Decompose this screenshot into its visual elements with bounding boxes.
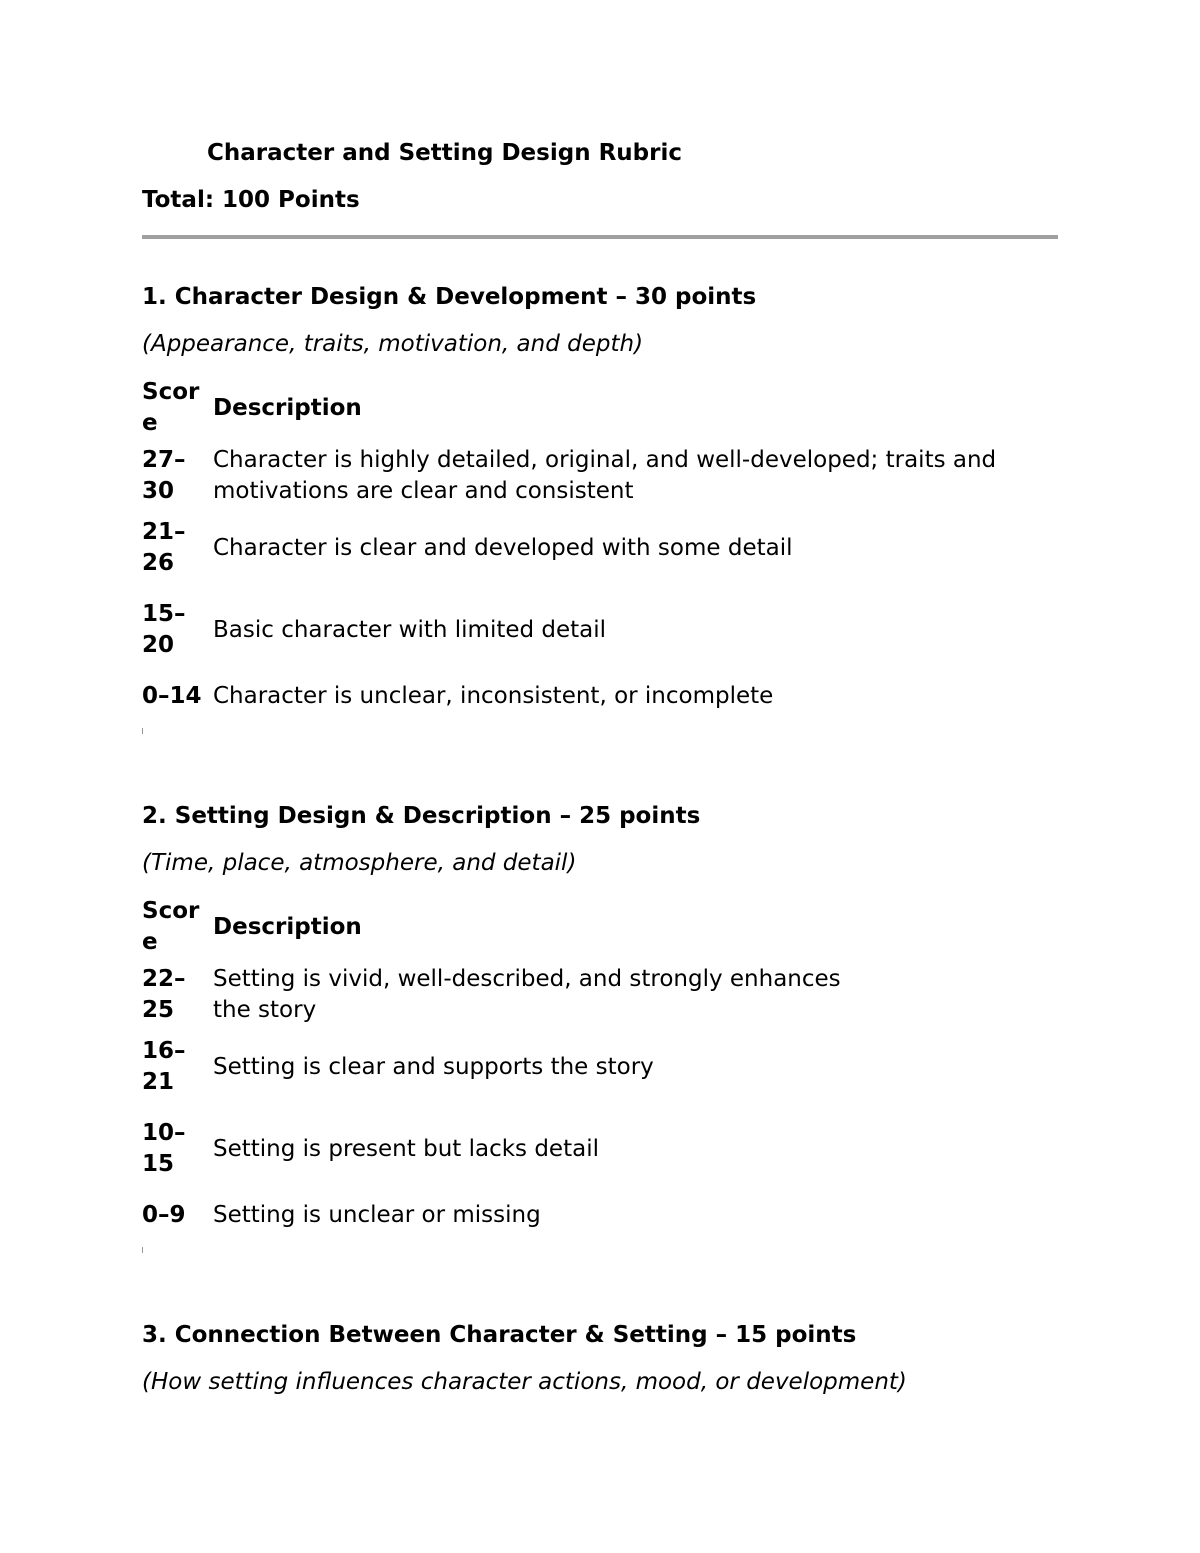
section-setting-design: [142, 800, 1072, 1253]
table-row: [142, 508, 1063, 588]
section-subtitle: (How setting influences character actions, mood, or development): [142, 1369, 907, 1395]
score-cell: [142, 588, 213, 672]
score-text: 27– 30: [142, 447, 186, 504]
description-cell: [213, 1107, 1063, 1191]
description-cell: [213, 588, 1063, 672]
table-header-row: [142, 372, 1063, 444]
description-text: Setting is clear and supports the story: [213, 1053, 654, 1080]
section-character-design: [142, 281, 1072, 734]
description-text: Basic character with limited detail: [213, 616, 607, 643]
score-cell: [142, 508, 213, 588]
score-text: 10– 15: [142, 1120, 186, 1177]
description-text: Setting is unclear or missing: [213, 1201, 541, 1228]
horizontal-rule: [142, 235, 1058, 239]
description-cell: [213, 1191, 1063, 1239]
table-row: [142, 672, 1063, 720]
description-text: Setting is present but lacks detail: [213, 1135, 599, 1162]
description-text: Character is unclear, inconsistent, or incomplete: [213, 682, 774, 709]
description-text: Character is highly detailed, original, and well-developed; traits and motivations are clear and consistent: [213, 447, 997, 504]
score-cell: [142, 1027, 213, 1107]
score-header-text: Scor e: [142, 898, 200, 955]
score-text: 21– 26: [142, 519, 186, 576]
description-header-text: Description: [213, 394, 362, 421]
description-cell: [213, 1027, 1063, 1107]
description-column-header: [213, 372, 1063, 444]
description-cell: [213, 672, 1063, 720]
section-subtitle: (Time, place, atmosphere, and detail): [142, 850, 577, 876]
score-column-header: [142, 891, 213, 963]
score-text: 16– 21: [142, 1038, 186, 1095]
section-heading: 1. Character Design & Development – 30 points: [142, 284, 757, 310]
score-column-header: [142, 372, 213, 444]
score-header-text: Scor e: [142, 379, 200, 436]
section-connection: [142, 1319, 1072, 1398]
rubric-table: [142, 891, 1063, 1239]
paragraph-mark: [142, 1247, 143, 1253]
score-cell: [142, 444, 213, 508]
description-column-header: [213, 891, 1063, 963]
score-cell: [142, 963, 213, 1027]
section-subtitle: (Appearance, traits, motivation, and depth): [142, 331, 644, 357]
table-row: [142, 444, 1063, 508]
table-row: [142, 588, 1063, 672]
score-text: 22– 25: [142, 966, 186, 1023]
table-row: [142, 1027, 1063, 1107]
document-title: Character and Setting Design Rubric: [207, 140, 682, 166]
rubric-table: [142, 372, 1063, 720]
table-row: [142, 1191, 1063, 1239]
table-header-row: [142, 891, 1063, 963]
score-text: 15– 20: [142, 601, 186, 658]
description-cell: [213, 508, 1063, 588]
score-text: 0–9: [142, 1201, 186, 1228]
paragraph-mark: [142, 728, 143, 734]
score-cell: [142, 1107, 213, 1191]
description-cell: [213, 444, 1063, 508]
score-cell: [142, 1191, 213, 1239]
description-cell: [213, 963, 1063, 1027]
score-cell: [142, 672, 213, 720]
section-heading: 3. Connection Between Character & Setting – 15 points: [142, 1322, 857, 1348]
table-row: [142, 1107, 1063, 1191]
table-row: [142, 963, 1063, 1027]
description-text: Character is clear and developed with some detail: [213, 534, 793, 561]
total-points: Total: 100 Points: [142, 187, 360, 213]
score-text: 0–14: [142, 682, 202, 709]
section-heading: 2. Setting Design & Description – 25 points: [142, 803, 701, 829]
description-header-text: Description: [213, 913, 362, 940]
description-text: Setting is vivid, well-described, and strongly enhances the story: [213, 966, 841, 1023]
